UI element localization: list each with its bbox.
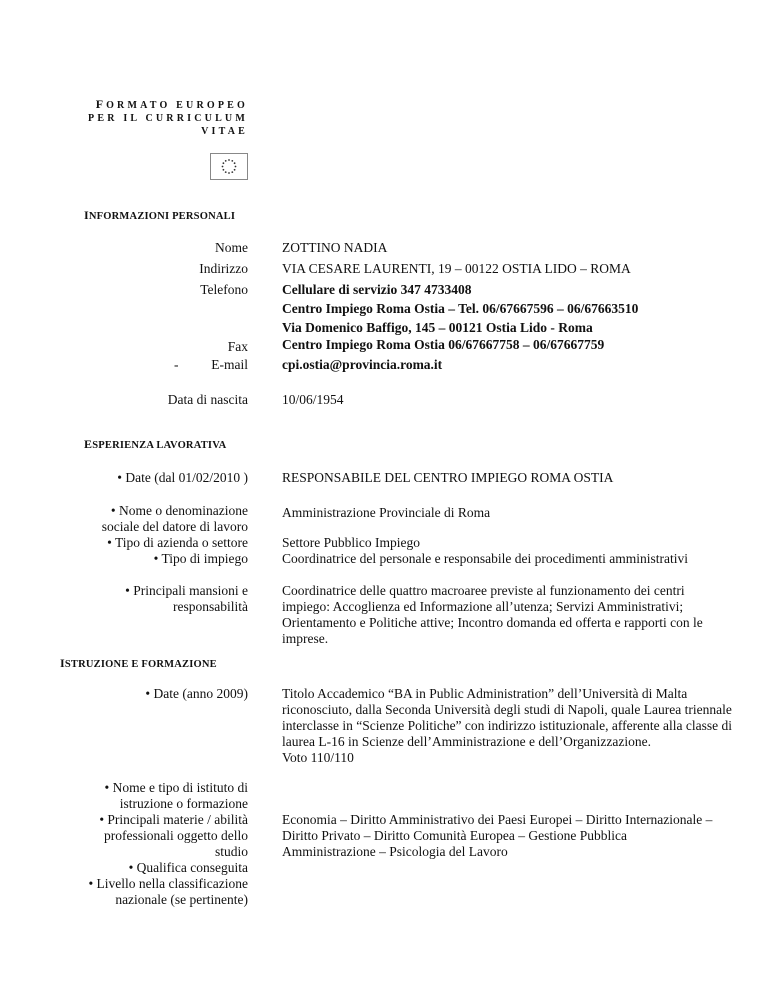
birth-label: Data di nascita: [167, 392, 248, 407]
phone-line: Via Domenico Baffigo, 145 – 00121 Ostia Lido - Roma: [282, 320, 593, 335]
eu-flag-icon: [210, 153, 248, 180]
work-date-label: • Date (dal 01/02/2010 ): [117, 470, 248, 485]
name-label: Nome: [215, 240, 248, 255]
edu-label-line: nazionale (se pertinente): [115, 892, 248, 907]
edu-label-line: • Principali materie / abilità: [99, 812, 248, 827]
email-label: E-mail: [211, 357, 248, 372]
edu-line: Titolo Accademico “BA in Public Administration” dell’Università di Malta: [282, 686, 688, 701]
subjects-line: Amministrazione – Psicologia del Lavoro: [282, 844, 508, 859]
edu-labels: [60, 780, 248, 908]
section-education-heading: ISTRUZIONE E FORMAZIONE: [60, 656, 217, 670]
edu-label-line: studio: [214, 844, 248, 859]
employer-value: Amministrazione Provinciale di Roma: [282, 505, 491, 520]
phone-line: Cellulare di servizio 347 4733408: [282, 282, 472, 297]
cv-format-line-3: VITAE: [201, 126, 248, 137]
address-value: VIA CESARE LAURENTI, 19 – 00122 OSTIA LIDO – ROMA: [282, 261, 631, 276]
sector-value: Settore Pubblico Impiego: [282, 535, 420, 550]
section-work-heading: ESPERIENZA LAVORATIVA: [84, 437, 227, 451]
edu-label-line: • Qualifica conseguita: [128, 860, 248, 875]
section-personal-heading: INFORMAZIONI PERSONALI: [84, 208, 236, 222]
address-label: Indirizzo: [199, 261, 248, 276]
duties-line: imprese.: [282, 631, 329, 646]
duties-line: impiego: Accoglienza ed Informazione all’utenza; Servizi Amministrativi;: [282, 599, 684, 614]
edu-label-line: • Livello nella classificazione: [88, 876, 248, 891]
edu-date-value: [282, 686, 732, 766]
duties-line: Orientamento e Politiche attive; Incontro domanda ed offerta e rapporti con le: [282, 615, 703, 630]
fax-value: Centro Impiego Roma Ostia 06/67667758 – 06/67667759: [282, 337, 605, 352]
eu-stars-icon: [211, 154, 247, 179]
edu-date-label: • Date (anno 2009): [145, 686, 248, 701]
cv-format-line-1: FORMATO EUROPEO: [95, 97, 248, 111]
edu-line: riconosciuto, dalla Seconda Università degli studi di Napoli, quale Laurea triennale: [282, 702, 732, 717]
cv-format-title: [88, 98, 248, 138]
name-value: ZOTTINO NADIA: [282, 240, 388, 255]
birth-value: 10/06/1954: [282, 392, 344, 407]
subjects-line: Economia – Diritto Amministrativo dei Paesi Europei – Diritto Internazionale –: [282, 812, 713, 827]
duties-value: [282, 583, 732, 647]
email-value: cpi.ostia@provincia.roma.it: [282, 357, 443, 372]
subjects-line: Diritto Privato – Diritto Comunità Europea – Gestione Pubblica: [282, 828, 627, 843]
email-dash: -: [174, 357, 179, 372]
edu-line: laurea L-16 in Scienze dell’Amministrazione e dell’Organizzazione.: [282, 734, 651, 749]
work-date-value: RESPONSABILE DEL CENTRO IMPIEGO ROMA OSTIA: [282, 470, 614, 485]
cv-format-line-2: PER IL CURRICULUM: [88, 113, 248, 124]
edu-line: interclasse in “Scienze Politiche” con indirizzo istituzionale, afferente alla classe di: [282, 718, 732, 733]
edu-subjects-value: [282, 812, 732, 860]
employer-label: • Nome o denominazione sociale del datore di lavoro: [101, 503, 248, 534]
edu-label-line: • Nome e tipo di istituto di: [104, 780, 248, 795]
edu-line: Voto 110/110: [282, 750, 354, 765]
sector-label: • Tipo di azienda o settore: [107, 535, 248, 550]
phone-label: Telefono: [200, 282, 248, 297]
job-type-label: • Tipo di impiego: [153, 551, 248, 566]
duties-line: Coordinatrice delle quattro macroaree previste al funzionamento dei centri: [282, 583, 685, 598]
fax-label: Fax: [227, 339, 248, 354]
edu-label-line: professionali oggetto dello: [104, 828, 248, 843]
phone-values: [282, 280, 732, 337]
edu-label-line: istruzione o formazione: [119, 796, 248, 811]
phone-line: Centro Impiego Roma Ostia – Tel. 06/67667596 – 06/67663510: [282, 301, 639, 316]
duties-label: • Principali mansioni e responsabilità: [125, 583, 248, 614]
job-type-value: Coordinatrice del personale e responsabile dei procedimenti amministrativi: [282, 551, 688, 566]
